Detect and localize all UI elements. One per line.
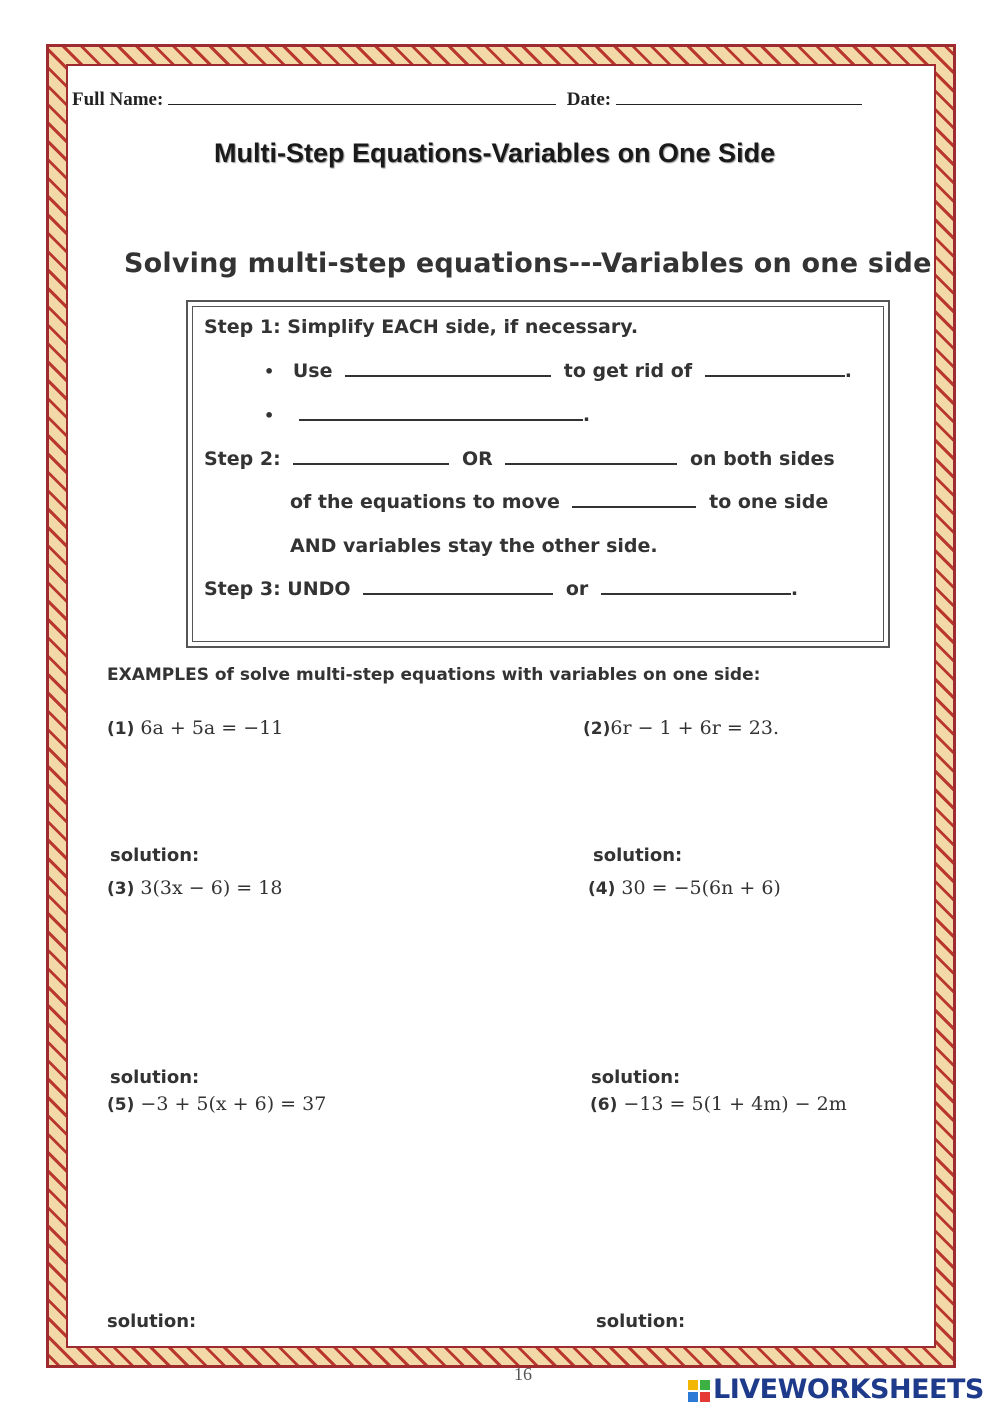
blank-4[interactable] bbox=[293, 449, 449, 465]
solution-label-4: solution: bbox=[591, 1067, 681, 1088]
brand-logo bbox=[688, 1374, 984, 1405]
step2-line1: Step 2: OR on both sides bbox=[204, 448, 835, 470]
step1-text: Step 1: Simplify EACH side, if necessary. bbox=[204, 316, 639, 338]
worksheet-title: Multi-Step Equations-Variables on One Side bbox=[214, 138, 776, 168]
full-name-label: Full Name: bbox=[72, 89, 164, 110]
page-number: 16 bbox=[514, 1364, 532, 1384]
blank-6[interactable] bbox=[572, 492, 696, 508]
solution-label-5: solution: bbox=[107, 1311, 197, 1332]
blank-3[interactable] bbox=[299, 405, 583, 421]
bullet-icon: • bbox=[264, 362, 275, 381]
bullet-icon: • bbox=[264, 406, 275, 425]
blank-5[interactable] bbox=[505, 449, 677, 465]
blank-7[interactable] bbox=[363, 579, 553, 595]
full-name-field[interactable] bbox=[168, 90, 556, 105]
step1-bullet1: • Use to get rid of . bbox=[264, 360, 852, 382]
solution-label-3: solution: bbox=[110, 1067, 200, 1088]
step2-line2: of the equations to move to one side bbox=[290, 491, 829, 513]
date-label: Date: bbox=[566, 89, 612, 110]
section-title: Solving multi-step equations---Variables on one side bbox=[124, 248, 932, 279]
brand-name: LIVEWORKSHEETS bbox=[713, 1374, 984, 1405]
step2-line3: AND variables stay the other side. bbox=[290, 535, 658, 557]
decorative-border bbox=[46, 44, 956, 1368]
problem-2: (2)6r − 1 + 6r = 23. bbox=[583, 717, 780, 739]
date-field[interactable] bbox=[616, 90, 862, 105]
step1-bullet2: • . bbox=[264, 404, 591, 426]
solution-label-1: solution: bbox=[110, 845, 200, 866]
liveworksheets-icon bbox=[688, 1380, 710, 1402]
problem-1: (1) 6a + 5a = −11 bbox=[107, 717, 284, 739]
solution-label-2: solution: bbox=[593, 845, 683, 866]
blank-8[interactable] bbox=[601, 579, 791, 595]
solution-label-6: solution: bbox=[596, 1311, 686, 1332]
problem-3: (3) 3(3x − 6) = 18 bbox=[107, 877, 283, 899]
problem-5: (5) −3 + 5(x + 6) = 37 bbox=[107, 1093, 327, 1115]
examples-heading: EXAMPLES of solve multi-step equations with variables on one side: bbox=[107, 665, 761, 685]
header-line bbox=[72, 89, 862, 111]
problem-6: (6) −13 = 5(1 + 4m) − 2m bbox=[590, 1093, 847, 1115]
step3-line: Step 3: UNDO or . bbox=[204, 578, 799, 600]
problem-4: (4) 30 = −5(6n + 6) bbox=[588, 877, 781, 899]
blank-2[interactable] bbox=[705, 361, 845, 377]
blank-1[interactable] bbox=[345, 361, 551, 377]
